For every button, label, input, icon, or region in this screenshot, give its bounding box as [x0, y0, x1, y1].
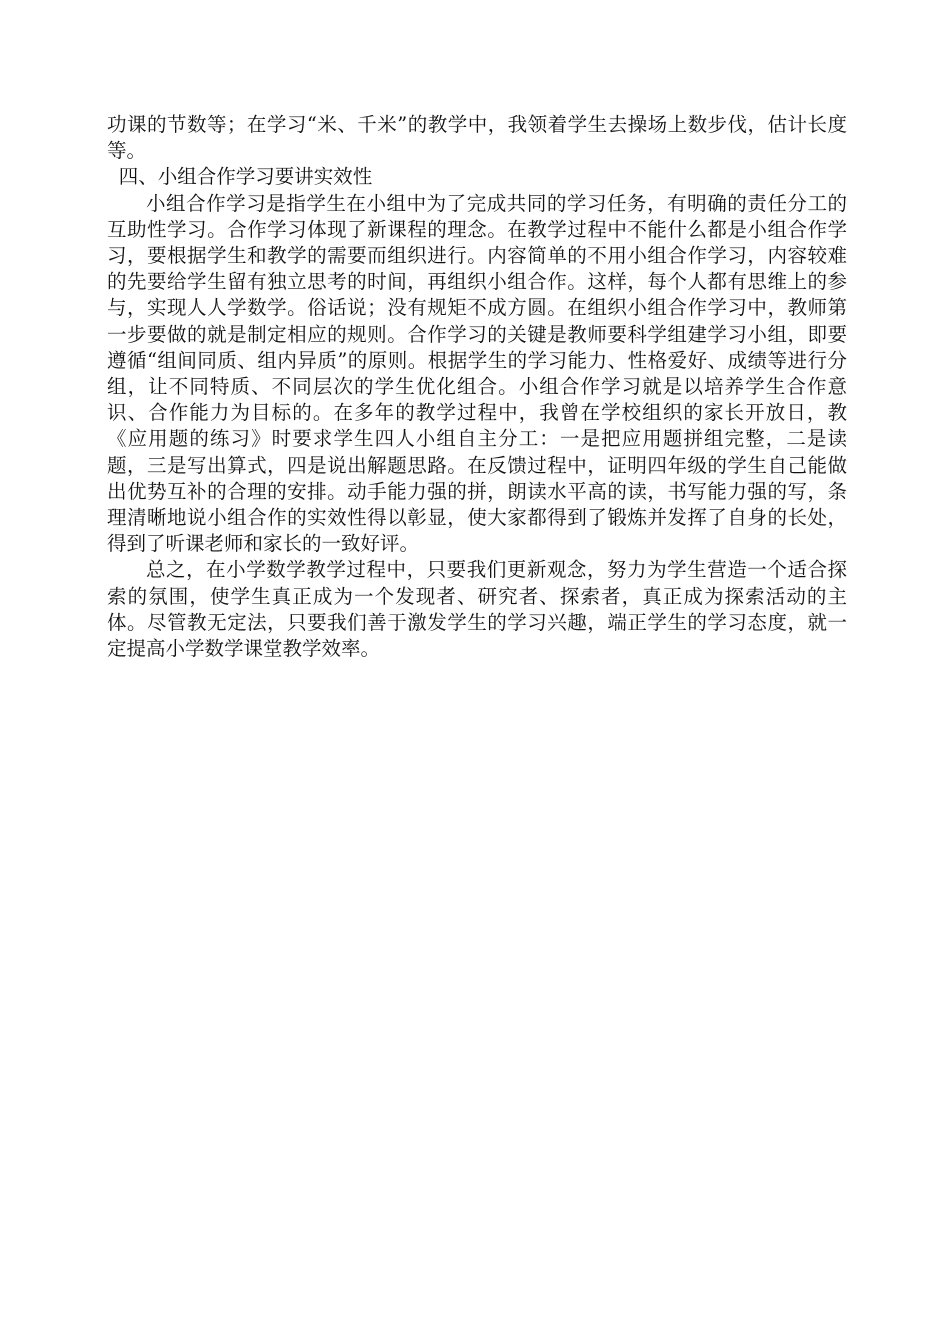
document-body [107, 112, 847, 662]
section-heading: 四、小组合作学习要讲实效性 [118, 165, 373, 189]
paragraph-body: 小组合作学习是指学生在小组中为了完成共同的学习任务，有明确的责任分工的互助性学习。合作学习体现了新课程的理念。在教学过程中不能什么都是小组合作学习，要根据学生和教学的需要而组织进行。内容简单的不用小组合作学习，内容较难的先要给学生留有独立思考的时间，再组织小组合作。这样，每个人都有思维上的参与，实现人人学数学。俗话说；没有规矩不成方圆。在组织小组合作学习中，教师第一步要做的就是制定相应的规则。合作学习的关键是教师要科学组建学习小组，即要遵循“组间同质、组内异质”的原则。根据学生的学习能力、性格爱好、成绩等进行分组，让不同特质、不同层次的学生优化组合。小组合作学习就是以培养学生合作意识、合作能力为目标的。在多年的教学过程中，我曾在学校组织的家长开放日，教《应用题的练习》时要求学生四人小组自主分工：一是把应用题拼组完整，二是读题，三是写出算式，四是说出解题思路。在反馈过程中，证明四年级的学生自己能做出优势互补的合理的安排。动手能力强的拼，朗读水平高的读，书写能力强的写，条理清晰地说小组合作的实效性得以彰显，使大家都得到了锻炼并发挥了自身的长处，得到了听课老师和家长的一致好评。 [107, 191, 847, 556]
paragraph-conclusion: 总之，在小学数学教学过程中，只要我们更新观念，努力为学生营造一个适合探索的氛围，使学生真正成为一个发现者、研究者、探索者，真正成为探索活动的主体。尽管教无定法，只要我们善于激发学生的学习兴趣，端正学生的学习态度，就一定提高小学数学课堂教学效率。 [107, 558, 847, 661]
paragraph-continuation: 功课的节数等；在学习“米、千米”的教学中，我领着学生去操场上数步伐，估计长度等。 [107, 113, 847, 163]
